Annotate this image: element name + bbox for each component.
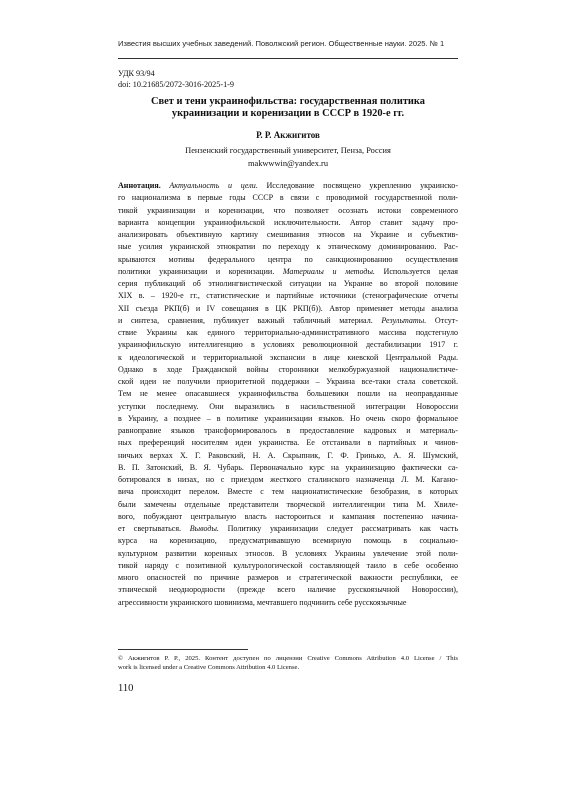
author-name: Р. Р. Акжигитов: [256, 130, 320, 140]
abstract-line: [118, 327, 458, 339]
abstract-section-label: Материалы и методы.: [282, 266, 375, 276]
abstract-line: [118, 290, 458, 302]
abstract-text: XII съезда РКП(б) и IV совещания в ЦК РКП(б)). Автор применяет методы анализа: [118, 303, 458, 313]
abstract-text: украинофильскую интеллигенцию в условиях революционной дестабилизации 1917 г.: [118, 340, 458, 350]
abstract-heading: Аннотация.: [118, 181, 161, 190]
abstract-text: ных преференций носителям идеи украинства. Ее отстаивали в партийных и чинов-: [118, 438, 458, 448]
abstract-text: ствие Украины как единого территориально-административного массива подстегнуло: [118, 328, 458, 337]
abstract-line: [118, 352, 458, 364]
abstract-text: тикой наряду с позитивной культурологической составляющей таило в себе особенно: [118, 560, 458, 570]
abstract-line: [118, 413, 458, 425]
abstract-line: [118, 278, 458, 290]
abstract-line: [118, 376, 458, 388]
abstract-line: [118, 364, 458, 376]
abstract-section-label: Выводы.: [189, 524, 219, 533]
abstract-line: [118, 535, 458, 547]
abstract-line: [118, 217, 458, 229]
abstract-text: Тем не менее опасавшиеся украинофильства большевики пошли на неоправданные: [118, 389, 458, 399]
abstract-line: [118, 205, 458, 217]
abstract-section-label: Актуальность и цели.: [169, 181, 258, 190]
abstract-line: [118, 388, 458, 400]
abstract-line: [118, 229, 458, 241]
abstract-text: крываются мотивы федерального центра по санкционированию осуществления: [118, 254, 458, 264]
abstract-text: культурном развитии коренных этносов. В условиях Украины увлечение этой поли-: [118, 548, 458, 558]
abstract-text: политики украинизации и коренизации.: [118, 266, 283, 276]
abstract-line: [118, 584, 458, 596]
abstract-text: го национализма в первые годы СССР в связи с проводимой государственной поли-: [118, 193, 458, 203]
title-line: Свет и тени украинофильства: государственная политика: [151, 96, 425, 107]
abstract-line: [118, 474, 458, 486]
abstract-line: [118, 241, 458, 253]
footnote-line: © Акжигитов Р. Р., 2025. Контент доступен по лицензии Creative Commons Attribution 4.0 License / This: [118, 655, 458, 662]
abstract-text: в Украину, а позднее – в политике украинизации языков. Но очень скоро формальное: [118, 413, 458, 423]
abstract-line: [118, 499, 458, 511]
abstract-text: ничьих верхах Х. Г. Раковский, Н. А. Скрыпник, Г. Ф. Гринько, А. Я. Шумский,: [118, 450, 458, 460]
abstract-line: [118, 486, 458, 498]
abstract-text: Исследование посвящено укреплению украинско-: [257, 181, 458, 190]
abstract-text: тикой украинизации и коренизации, что позволяет осознать истоки современного: [118, 205, 458, 215]
page-number: 110: [118, 683, 134, 694]
abstract-text: Используется целая: [374, 266, 458, 276]
abstract-text: серия публикаций об этнолингвистической ситуации на Украине во второй половине: [118, 279, 458, 288]
abstract-text: ботировался в низах, но с приездом жесткого сталинского назначенца Л. М. Кагано-: [118, 475, 458, 484]
author-affiliation: Пензенский государственный университет, Пенза, Россия: [185, 146, 391, 155]
footnote-line: work is licensed under a Creative Commons Attribution 4.0 License.: [118, 664, 300, 671]
doi-identifier: doi: 10.21685/2072-3016-2025-1-9: [118, 80, 234, 89]
author-email: makwwwin@yandex.ru: [247, 159, 329, 168]
abstract-line: [118, 511, 458, 523]
abstract-line: [118, 425, 458, 437]
article-title: [118, 96, 458, 120]
abstract-line: [118, 401, 458, 413]
abstract-line: [118, 548, 458, 560]
abstract-text: ные усилия украинской этнократии по переходу к этническому доминированию. Рас-: [118, 242, 458, 252]
abstract-line: [118, 462, 458, 474]
abstract-line: [118, 597, 458, 609]
abstract-text: варианта концепции украинофильской исключительности. Автор ставит задачу про-: [118, 217, 458, 227]
header-divider: [118, 58, 458, 59]
abstract-line: [118, 560, 458, 572]
title-line: украинизации и коренизации в СССР в 1920-е гг.: [171, 108, 405, 119]
abstract-line: [118, 339, 458, 351]
abstract-text: Однако в ходе Гражданской войны сторонники мелкобуржуазной националистиче-: [118, 364, 458, 374]
abstract-text: В. П. Затонский, В. Я. Чубарь. Первоначально курс на украинизацию фактически са-: [118, 462, 458, 472]
license-footnote: [118, 654, 458, 672]
abstract-line: [118, 315, 458, 327]
abstract-text: много опасностей по причине размеров и стратегической важности республики, ее: [118, 573, 458, 582]
abstract-text: курса на коренизацию, предусматривавшую всемирную помощь в социально-: [118, 536, 458, 546]
abstract-line: [118, 523, 458, 535]
abstract-line: [118, 266, 458, 278]
abstract-line: [118, 572, 458, 584]
abstract-line: [118, 437, 458, 449]
abstract-text: были замечены отдельные представители творческой интеллигенции типа М. Хвиле-: [118, 499, 458, 509]
abstract-line: [118, 192, 458, 204]
udc-code: УДК 93/94: [118, 69, 155, 78]
abstract-text: анализировать объективную картину смешивания этносов на Украине и субъектив-: [118, 230, 458, 239]
abstract-text: Политику украинизации следует рассматривать как часть: [218, 524, 458, 533]
abstract-text: уступки последнему. Они выразились в насильственной интеграции Новороссии: [118, 401, 458, 411]
running-header: Известия высших учебных заведений. Поволжский регион. Общественные науки. 2025. № 1: [118, 39, 445, 48]
abstract-text: агрессивности украинского шовинизма, мечтавшего подчинить себе русскоязычные: [118, 597, 407, 607]
abstract-line: [118, 450, 458, 462]
footnote-divider: [118, 649, 248, 650]
abstract-line: [118, 180, 458, 192]
abstract-text: вича происходит перелом. Вместе с тем национатистические безобразия, в которых: [118, 487, 458, 497]
abstract-text: XIX в. – 1920-е гг., статистические и партийные источники (стенографические отчеты: [118, 291, 458, 301]
abstract: [118, 180, 458, 609]
abstract-line: [118, 303, 458, 315]
abstract-text: ет свертываться.: [118, 524, 190, 533]
abstract-section-label: Результаты.: [381, 315, 427, 325]
abstract-text: вого, побуждают центральную власть настороиться и кампания постепенно начина-: [118, 511, 458, 521]
abstract-text: равноправие языков трансформировалось в предоставление кадровых и материаль-: [118, 426, 458, 435]
abstract-text: и синтеза, сравнения, публикует важный табличный материал.: [118, 315, 382, 325]
abstract-text: Отсут-: [426, 315, 458, 325]
abstract-text: к идеологической и территориальной экспансии в лице киевской Центральной Рады.: [118, 352, 458, 362]
abstract-text: ской идеи не получили приоритетной поддержки – Украина все-таки стала советской.: [118, 377, 458, 386]
abstract-line: [118, 254, 458, 266]
abstract-text: этнической неоднородности (прежде всего наличие русскоязычной Новороссии),: [118, 585, 458, 595]
